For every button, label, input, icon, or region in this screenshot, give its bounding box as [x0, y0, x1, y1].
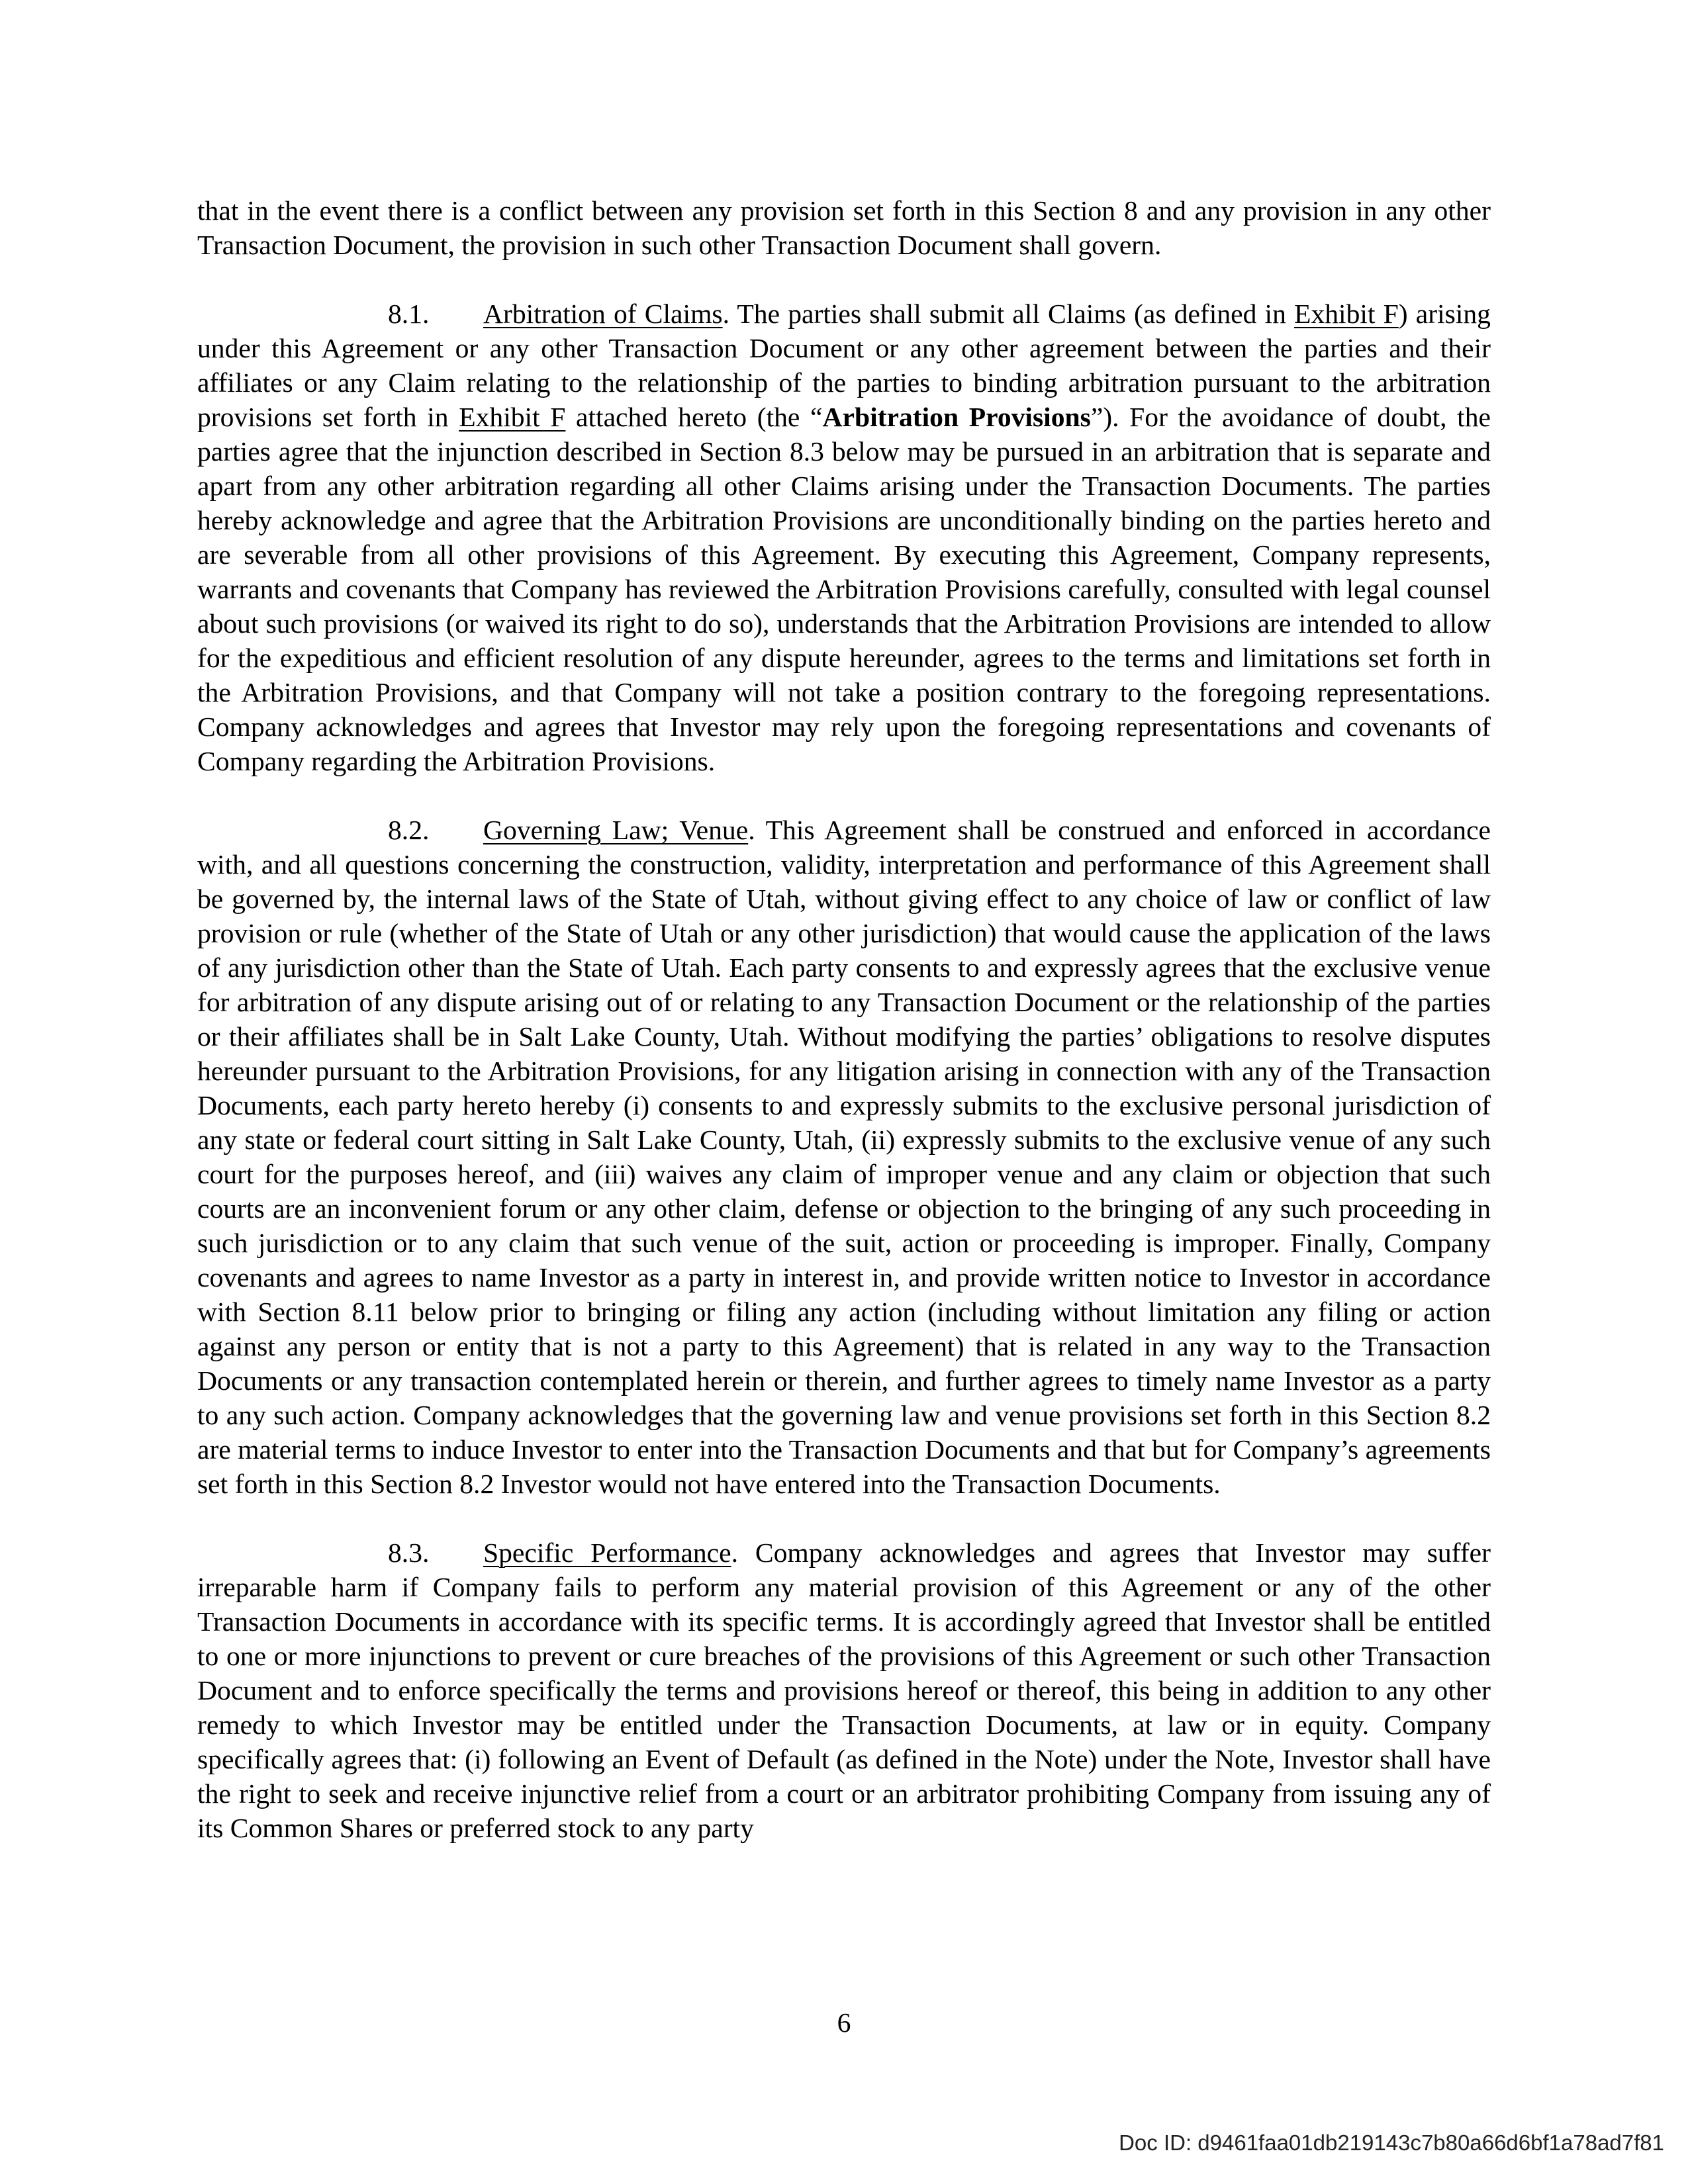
section-heading: Arbitration of Claims: [483, 298, 723, 329]
section-text: . Company acknowledges and agrees that Investor may suffer irreparable harm if Company fails to perform any material provision of this Agreement or any of the other Transaction Documents in accordance with its specific terms. It is accordingly agreed that Investor shall be entitled to one or more injunctions to prevent or cure breaches of the provisions of this Agreement or such other Transaction Document and to enforce specifically the terms and provisions hereof or thereof, this being in addition to any other remedy to which Investor may be entitled under the Transaction Documents, at law or in equity. Company specifically agrees that: (i) following an Event of Default (as defined in the Note) under the Note, Investor shall have the right to seek and receive injunctive relief from a court or an arbitrator prohibiting Company from issuing any of its Common Shares or preferred stock to any party: [197, 1537, 1491, 1843]
section-number: 8.3.: [388, 1537, 430, 1568]
exhibit-reference: Exhibit F: [1294, 298, 1399, 329]
intro-paragraph: that in the event there is a conflict between any provision set forth in this Section 8 and any provision in any other Transaction Document, the provision in such other Transaction Document shall govern.: [197, 195, 1491, 260]
section-text: ”). For the avoidance of doubt, the parties agree that the injunction described in Section 8.3 below may be pursued in an arbitration that is separate and apart from any other arbitration regarding all other Claims arising under the Transaction Documents. The parties hereby acknowledge and agree that the Arbitration Provisions are unconditionally binding on the parties hereto and are severable from all other provisions of this Agreement. By executing this Agreement, Company represents, warrants and covenants that Company has reviewed the Arbitration Provisions carefully, consulted with legal counsel about such provisions (or waived its right to do so), understands that the Arbitration Provisions are intended to allow for the expeditious and efficient resolution of any dispute hereunder, agrees to the terms and limitations set forth in the Arbitration Provisions, and that Company will not take a position contrary to the foregoing representations. Company acknowledges and agrees that Investor may rely upon the foregoing representations and covenants of Company regarding the Arbitration Provisions.: [197, 402, 1491, 776]
document-body: [197, 193, 1491, 1845]
section-number: 8.1.: [388, 298, 430, 329]
defined-term: Arbitration Provisions: [822, 402, 1091, 432]
doc-id-footer: Doc ID: d9461faa01db219143c7b80a66d6bf1a78ad7f81: [1119, 2130, 1664, 2155]
section-8-1: [197, 296, 1491, 778]
section-heading: Specific Performance: [483, 1537, 731, 1568]
section-text: ) arising under this Agreement or any other Transaction Document or any other agreement between the parties and their affiliates or any Claim relating to the relationship of the parties to binding arbitration pursuant to the arbitration provisions set forth in: [197, 298, 1491, 432]
section-8-3: [197, 1535, 1491, 1845]
section-heading: Governing Law; Venue: [483, 815, 749, 845]
section-number: 8.2.: [388, 815, 430, 845]
section-text: . The parties shall submit all Claims (as defined in: [722, 298, 1295, 329]
section-8-2: [197, 813, 1491, 1501]
exhibit-reference: Exhibit F: [459, 402, 566, 432]
section-text: attached hereto (the “: [565, 402, 823, 432]
page-number: 6: [837, 2007, 851, 2038]
section-text: . This Agreement shall be construed and enforced in accordance with, and all questions concerning the construction, validity, interpretation and performance of this Agreement shall be governed by, the internal laws of the State of Utah, without giving effect to any choice of law or conflict of law provision or rule (whether of the State of Utah or any other jurisdiction) that would cause the application of the laws of any jurisdiction other than the State of Utah. Each party consents to and expressly agrees that the exclusive venue for arbitration of any dispute arising out of or relating to any Transaction Document or the relationship of the parties or their affiliates shall be in Salt Lake County, Utah. Without modifying the parties’ obligations to resolve disputes hereunder pursuant to the Arbitration Provisions, for any litigation arising in connection with any of the Transaction Documents, each party hereto hereby (i) consents to and expressly submits to the exclusive personal jurisdiction of any state or federal court sitting in Salt Lake County, Utah, (ii) expressly submits to the exclusive venue of any such court for the purposes hereof, and (iii) waives any claim of improper venue and any claim or objection that such courts are an inconvenient forum or any other claim, defense or objection to the bringing of any such proceeding in such jurisdiction or to any claim that such venue of the suit, action or proceeding is improper. Finally, Company covenants and agrees to name Investor as a party in interest in, and provide written notice to Investor in accordance with Section 8.11 below prior to bringing or filing any action (including without limitation any filing or action against any person or entity that is not a party to this Agreement) that is related in any way to the Transaction Documents or any transaction contemplated herein or therein, and further agrees to timely name Investor as a party to any such action. Company acknowledges that the governing law and venue provisions set forth in this Section 8.2 are material terms to induce Investor to enter into the Transaction Documents and that but for Company’s agreements set forth in this Section 8.2 Investor would not have entered into the Transaction Documents.: [197, 815, 1491, 1499]
